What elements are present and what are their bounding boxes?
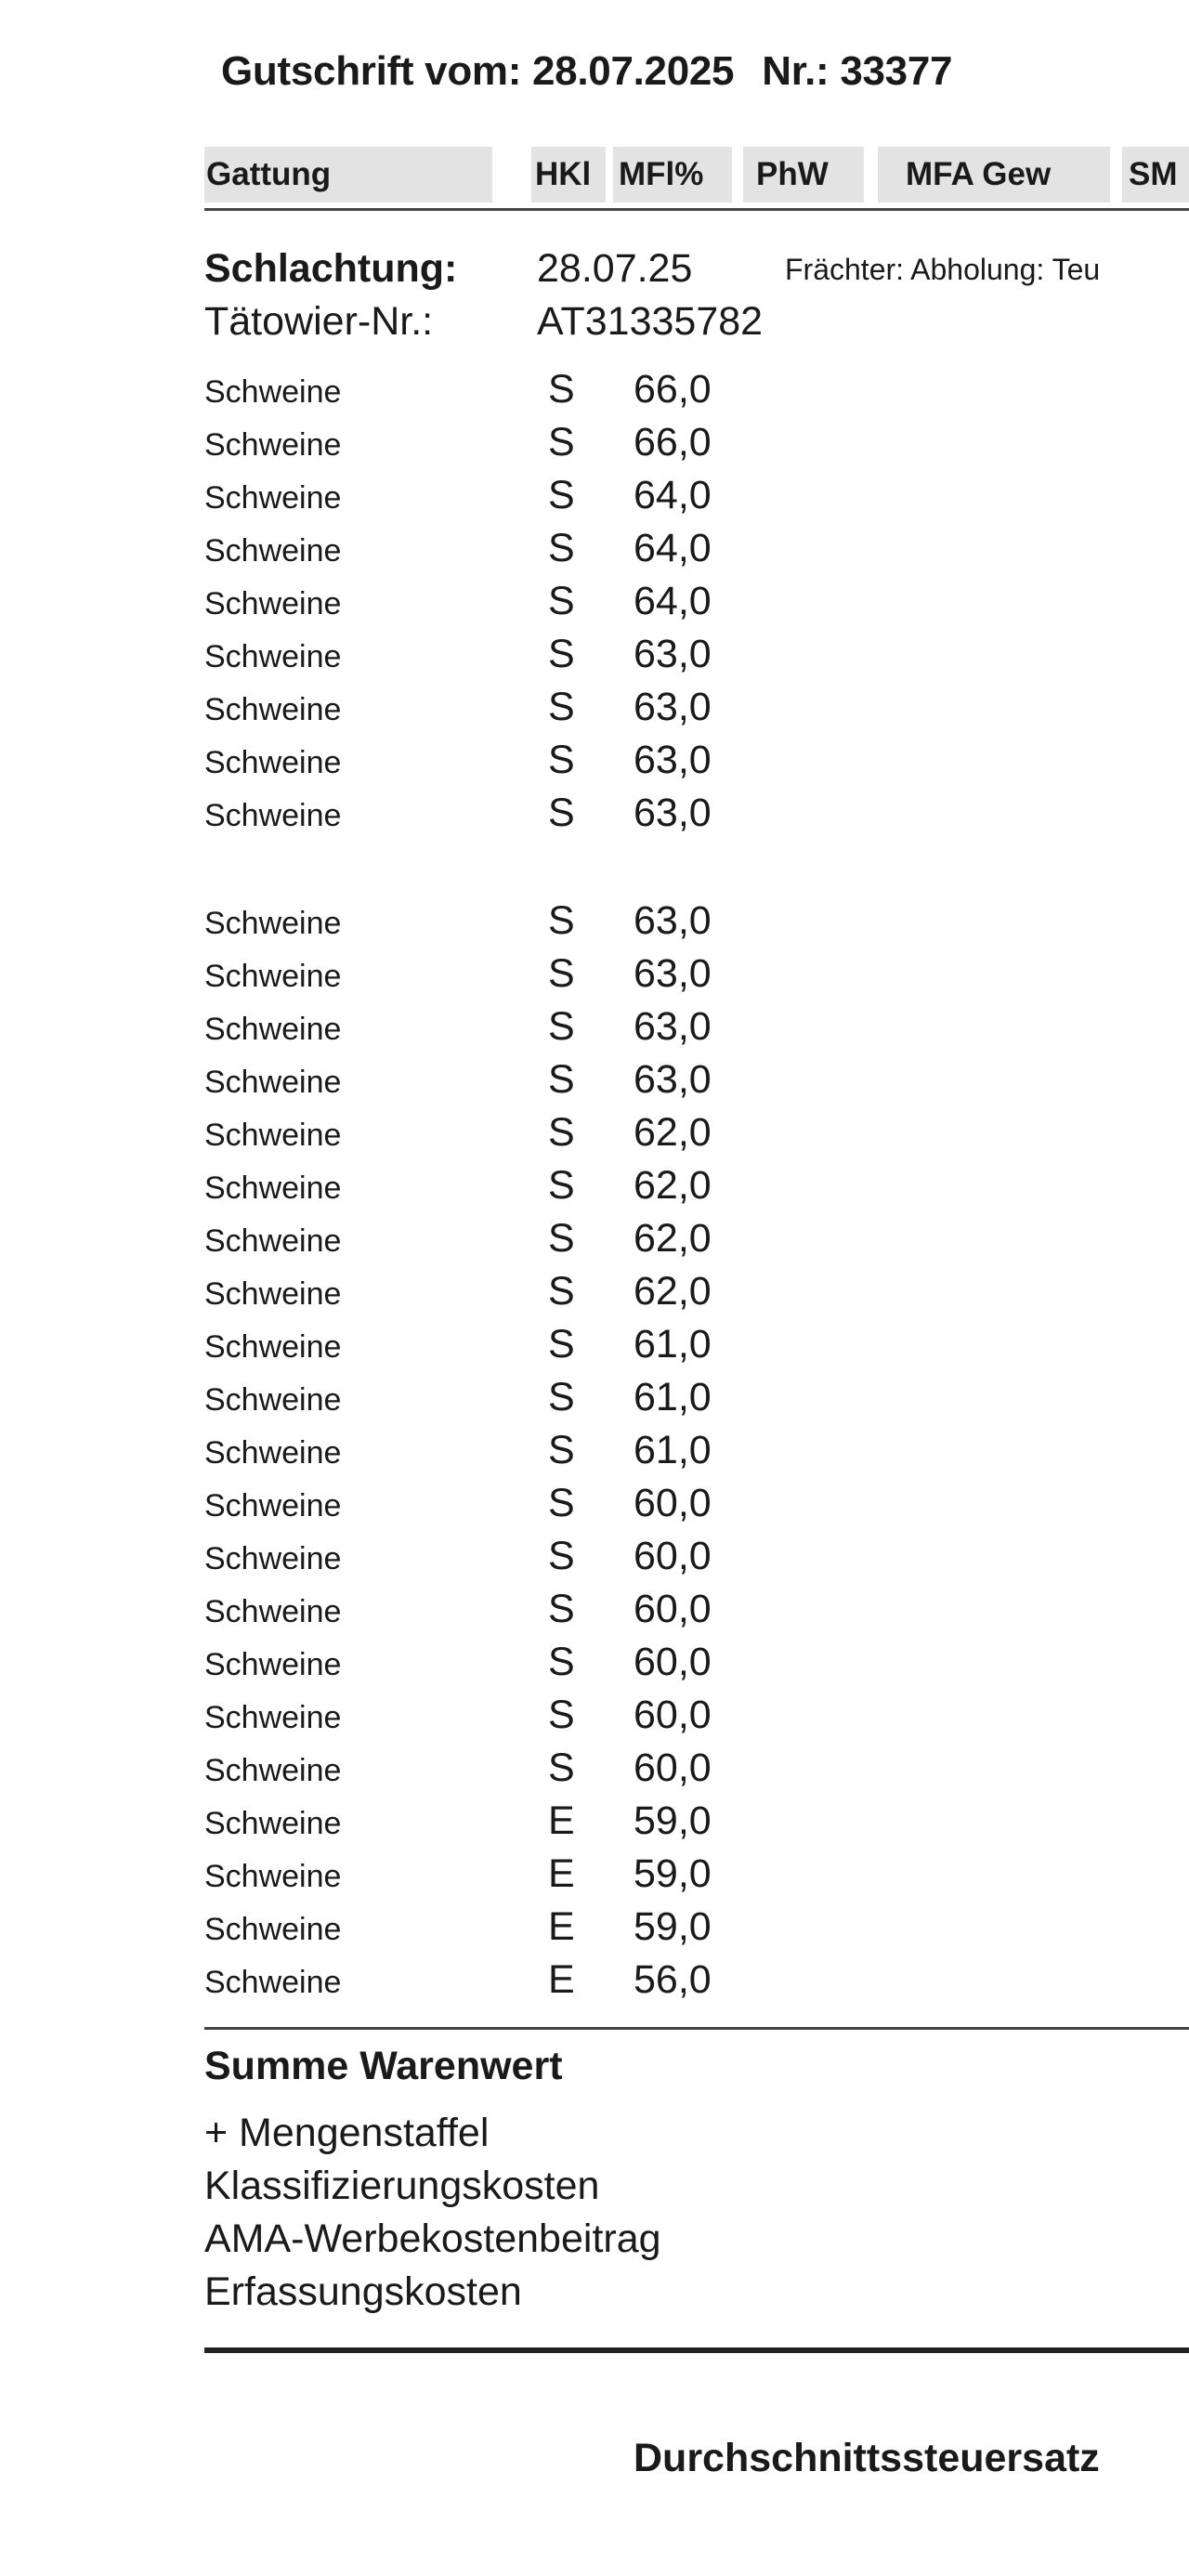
tattoo-number: AT31335782 [537,299,764,344]
adjustment-quantity-scale: + Mengenstaffel [204,2111,490,2155]
mfi-cell: 59,0 [634,1851,712,1896]
table-row [0,1214,1189,1267]
hkl-cell: S [548,1322,575,1366]
species-cell: Schweine [204,427,342,463]
species-cell: Schweine [204,1594,342,1629]
adjustment-classification-costs: Klassifizierungskosten [204,2164,600,2208]
species-cell: Schweine [204,586,342,621]
mfi-cell: 60,0 [634,1693,712,1737]
mfi-cell: 62,0 [634,1269,712,1314]
table-row [0,1955,1189,2008]
hkl-cell: S [548,951,575,996]
mfi-cell: 63,0 [634,632,712,676]
col-gattung: Gattung [204,147,492,203]
hkl-cell: S [548,1375,575,1419]
table-row [0,1585,1189,1638]
species-cell: Schweine [204,1488,342,1523]
species-cell: Schweine [204,1753,342,1788]
mfi-cell: 66,0 [634,420,712,464]
adjustment-ama-marketing: AMA-Werbekostenbeitrag [204,2216,661,2261]
table-row [0,789,1189,842]
mfi-cell: 63,0 [634,791,712,835]
mfi-cell: 62,0 [634,1110,712,1155]
species-cell: Schweine [204,1965,342,2000]
col-phw: PhW [743,147,864,203]
table-row [0,1267,1189,1320]
hkl-cell: S [548,791,575,835]
title-number-label: Nr.: [762,48,830,94]
mfi-cell: 56,0 [634,1957,712,2002]
table-row [0,949,1189,1002]
mfi-cell: 63,0 [634,951,712,996]
species-cell: Schweine [204,480,342,516]
table-row [0,1108,1189,1161]
mfi-cell: 59,0 [634,1904,712,1949]
table-row [0,736,1189,789]
slaughter-label: Schlachtung: [204,246,458,291]
mfi-cell: 62,0 [634,1216,712,1261]
mfi-cell: 63,0 [634,1057,712,1102]
species-cell: Schweine [204,374,342,410]
table-row [0,1426,1189,1479]
title-date: 28.07.2025 [532,48,735,94]
hkl-cell: S [548,579,575,623]
hkl-cell: S [548,738,575,782]
table-row [0,1797,1189,1850]
hkl-cell: S [548,1110,575,1155]
table-row [0,630,1189,683]
species-cell: Schweine [204,1382,342,1418]
hkl-cell: S [548,473,575,517]
hkl-cell: E [548,1798,575,1843]
species-cell: Schweine [204,1012,342,1047]
table-row [0,1373,1189,1426]
species-cell: Schweine [204,906,342,941]
species-cell: Schweine [204,1170,342,1206]
title-label: Gutschrift vom: [221,48,522,94]
hkl-cell: S [548,1481,575,1525]
hkl-cell: S [548,1057,575,1102]
table-row [0,524,1189,577]
hkl-cell: S [548,685,575,729]
adjustment-recording-costs: Erfassungskosten [204,2269,522,2314]
col-sm: SM [1122,147,1189,203]
table-row [0,577,1189,630]
species-cell: Schweine [204,1118,342,1153]
table-row [0,1638,1189,1691]
mfi-cell: 60,0 [634,1746,712,1790]
table-row [0,1002,1189,1055]
hkl-cell: S [548,632,575,676]
col-mfi: MFl% [613,147,732,203]
hkl-cell: S [548,1269,575,1314]
species-cell: Schweine [204,1435,342,1471]
species-cell: Schweine [204,1276,342,1312]
mfi-cell: 60,0 [634,1587,712,1631]
table-row [0,1903,1189,1955]
mfi-cell: 63,0 [634,685,712,729]
table-row [0,418,1189,471]
species-cell: Schweine [204,745,342,780]
table-row [0,1161,1189,1214]
hkl-cell: S [548,1746,575,1790]
hkl-cell: E [548,1957,575,2002]
hkl-cell: S [548,420,575,464]
mfi-cell: 61,0 [634,1428,712,1472]
hkl-cell: S [548,1587,575,1631]
mfi-cell: 59,0 [634,1798,712,1843]
hkl-cell: S [548,526,575,570]
species-cell: Schweine [204,692,342,727]
table-row [0,471,1189,524]
table-row [0,1532,1189,1585]
mfi-cell: 64,0 [634,526,712,570]
hkl-cell: S [548,1693,575,1737]
species-cell: Schweine [204,1912,342,1947]
table-row [0,1850,1189,1903]
tattoo-label: Tätowier-Nr.: [204,299,434,344]
hkl-cell: S [548,1534,575,1578]
totals-rule [204,2347,1189,2353]
species-cell: Schweine [204,1223,342,1259]
mfi-cell: 63,0 [634,1004,712,1049]
table-row [0,1691,1189,1744]
species-cell: Schweine [204,639,342,674]
col-mfa-gew: MFA Gew [878,147,1110,203]
carrier-info: Frächter: Abholung: Teu [785,253,1101,286]
table-header [0,147,1189,203]
table-row [0,1479,1189,1532]
mfi-cell: 63,0 [634,738,712,782]
mfi-cell: 66,0 [634,367,712,412]
hkl-cell: S [548,1428,575,1472]
species-cell: Schweine [204,533,342,569]
species-cell: Schweine [204,1647,342,1682]
mfi-cell: 60,0 [634,1640,712,1684]
hkl-cell: S [548,367,575,412]
table-row [0,683,1189,736]
mfi-cell: 62,0 [634,1163,712,1208]
mfi-cell: 61,0 [634,1375,712,1419]
title-number: 33377 [840,48,953,94]
species-cell: Schweine [204,1806,342,1841]
table-row [0,365,1189,418]
document-title [221,48,952,95]
table-row [0,896,1189,949]
mfi-cell: 63,0 [634,898,712,943]
hkl-cell: E [548,1904,575,1949]
species-cell: Schweine [204,1329,342,1365]
table-row [0,1744,1189,1797]
slaughter-date: 28.07.25 [537,246,693,291]
hkl-cell: S [548,1163,575,1208]
table-row [0,1320,1189,1373]
header-rule [204,208,1189,211]
species-cell: Schweine [204,959,342,994]
hkl-cell: S [548,1216,575,1261]
species-cell: Schweine [204,1065,342,1100]
mfi-cell: 61,0 [634,1322,712,1366]
average-tax-rate-label: Durchschnittssteuersatz [634,2436,1100,2480]
hkl-cell: S [548,1004,575,1049]
sum-goods-value: Summe Warenwert [204,2044,563,2088]
species-cell: Schweine [204,1859,342,1894]
species-cell: Schweine [204,798,342,833]
hkl-cell: E [548,1851,575,1896]
species-cell: Schweine [204,1700,342,1735]
mfi-cell: 64,0 [634,473,712,517]
hkl-cell: S [548,898,575,943]
table-row [0,1055,1189,1108]
mfi-cell: 60,0 [634,1481,712,1525]
mfi-cell: 60,0 [634,1534,712,1578]
mfi-cell: 64,0 [634,579,712,623]
hkl-cell: S [548,1640,575,1684]
species-cell: Schweine [204,1541,342,1576]
col-hkl: HKl [531,147,606,203]
rows-end-rule [204,2027,1189,2030]
